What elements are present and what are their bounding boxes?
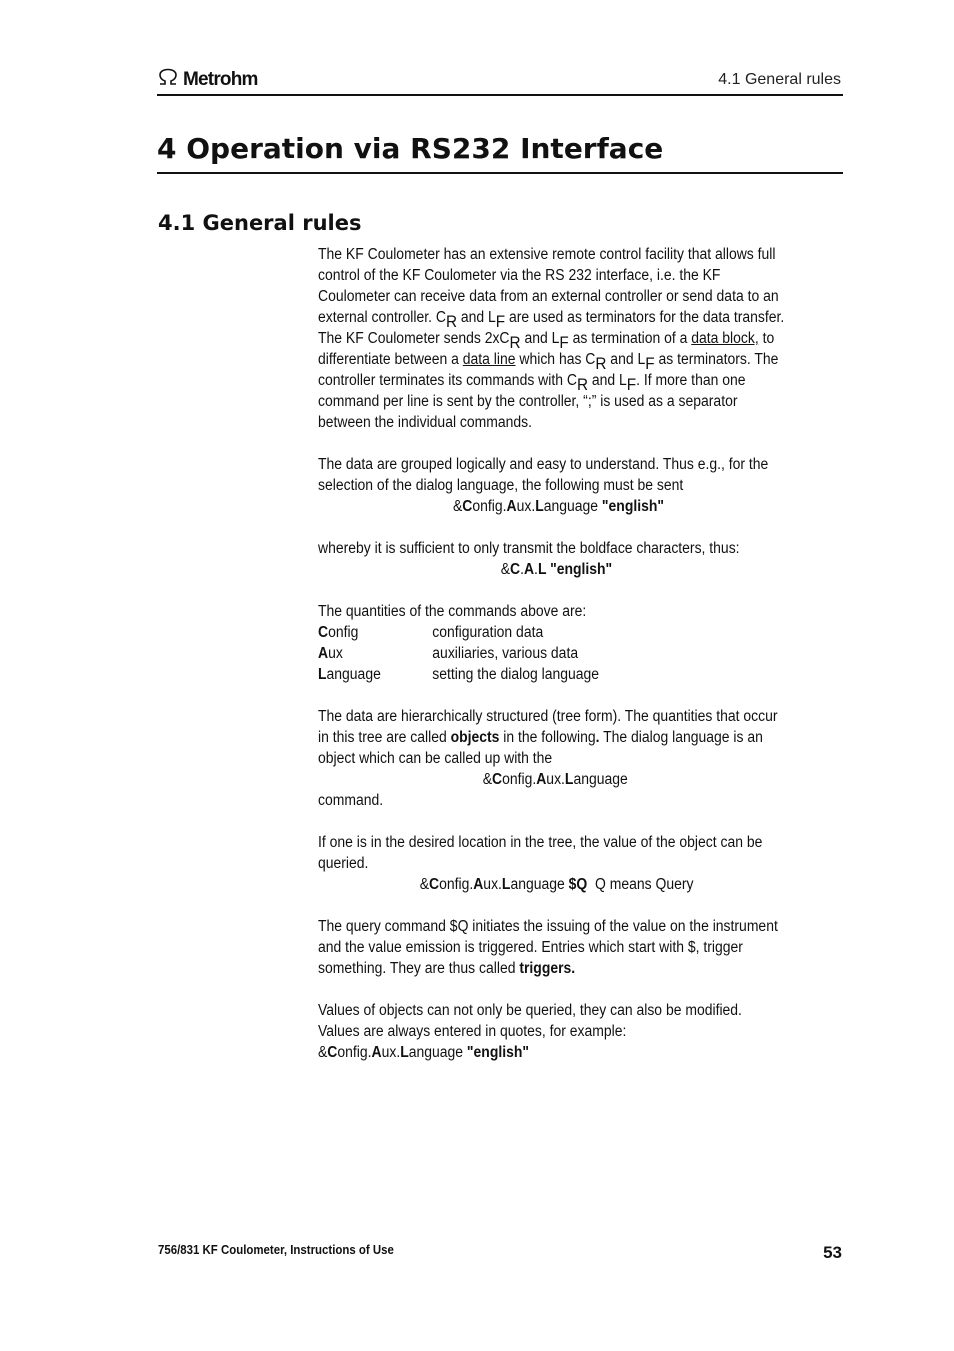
paragraph-query: If one is in the desired location in the tree, the value of the object can be queried. &Config.Aux.Language $Q Q means Query (318, 832, 786, 895)
paragraph-triggers: The query command $Q initiates the issuing of the value on the instrument and the value emission is triggered. Entries which start with $, trigger something. They are thus called triggers. (318, 918, 778, 977)
footer-doc-title: 756/831 KF Coulometer, Instructions of Use (158, 1242, 394, 1257)
command-example-object: &Config.Aux.Language (482, 771, 628, 788)
brand-name: Metrohm (183, 68, 258, 90)
omega-icon (157, 68, 179, 91)
section-title: 4.1 General rules (158, 211, 362, 235)
paragraph-grouping: The data are grouped logically and easy to understand. Thus e.g., for the selection of the dialog language, the following must be sent &Config.Aux.Language "english" (318, 454, 786, 517)
quantities-block: The quantities of the commands above are: Config configuration data Aux auxiliaries, various data Language setting the dialog language (318, 601, 786, 685)
command-example-short: &C.A.L "english" (500, 561, 613, 578)
page-header (157, 66, 843, 96)
quantities-table: Config configuration data Aux auxiliaries, various data Language setting the dialog language (318, 624, 600, 683)
paragraph-modify: Values of objects can not only be queried, they can also be modified. Values are always entered in quotes, for example: &Config.Aux.Language "english" (318, 1000, 786, 1063)
term-data-block: data block, (691, 330, 759, 347)
brand-logo (157, 68, 258, 91)
page-number: 53 (823, 1243, 842, 1262)
header-section-ref: 4.1 General rules (718, 71, 841, 88)
table-row: Language (318, 666, 381, 683)
paragraph-terminators: The KF Coulometer has an extensive remote control facility that allows full control of the KF Coulometer via the RS 232 interface, i.e. the KF Coulometer can receive data from an external controller or send data to an external controller. CR and LF are used as terminators for the data transfer. The KF Coulometer sends 2xCR and LF as termination of a data block, to differentiate between a data line which has CR and LF as terminators. The controller terminates its commands with CR and LF. If more than one command per line is sent by the controller, “;” is used as a separator between the individual commands. (318, 246, 785, 431)
paragraph-boldface: whereby it is sufficient to only transmit the boldface characters, thus: &C.A.L "english" (318, 538, 786, 580)
command-example-full: &Config.Aux.Language "english" (453, 498, 665, 515)
paragraph-objects: The data are hierarchically structured (tree form). The quantities that occur in this tree are called objects in the following. The dialog language is an object which can be called up with the &Config.Aux.Language command. (318, 706, 786, 811)
chapter-title: 4 Operation via RS232 Interface (157, 130, 843, 174)
term-data-line: data line (462, 351, 516, 368)
table-row: Config (318, 624, 359, 641)
command-example-modify: &Config.Aux.Language "english" (318, 1044, 530, 1061)
table-row: Aux (318, 645, 343, 662)
command-example-query: &Config.Aux.Language $Q Q means Query (419, 876, 694, 893)
body-text (318, 244, 786, 1063)
